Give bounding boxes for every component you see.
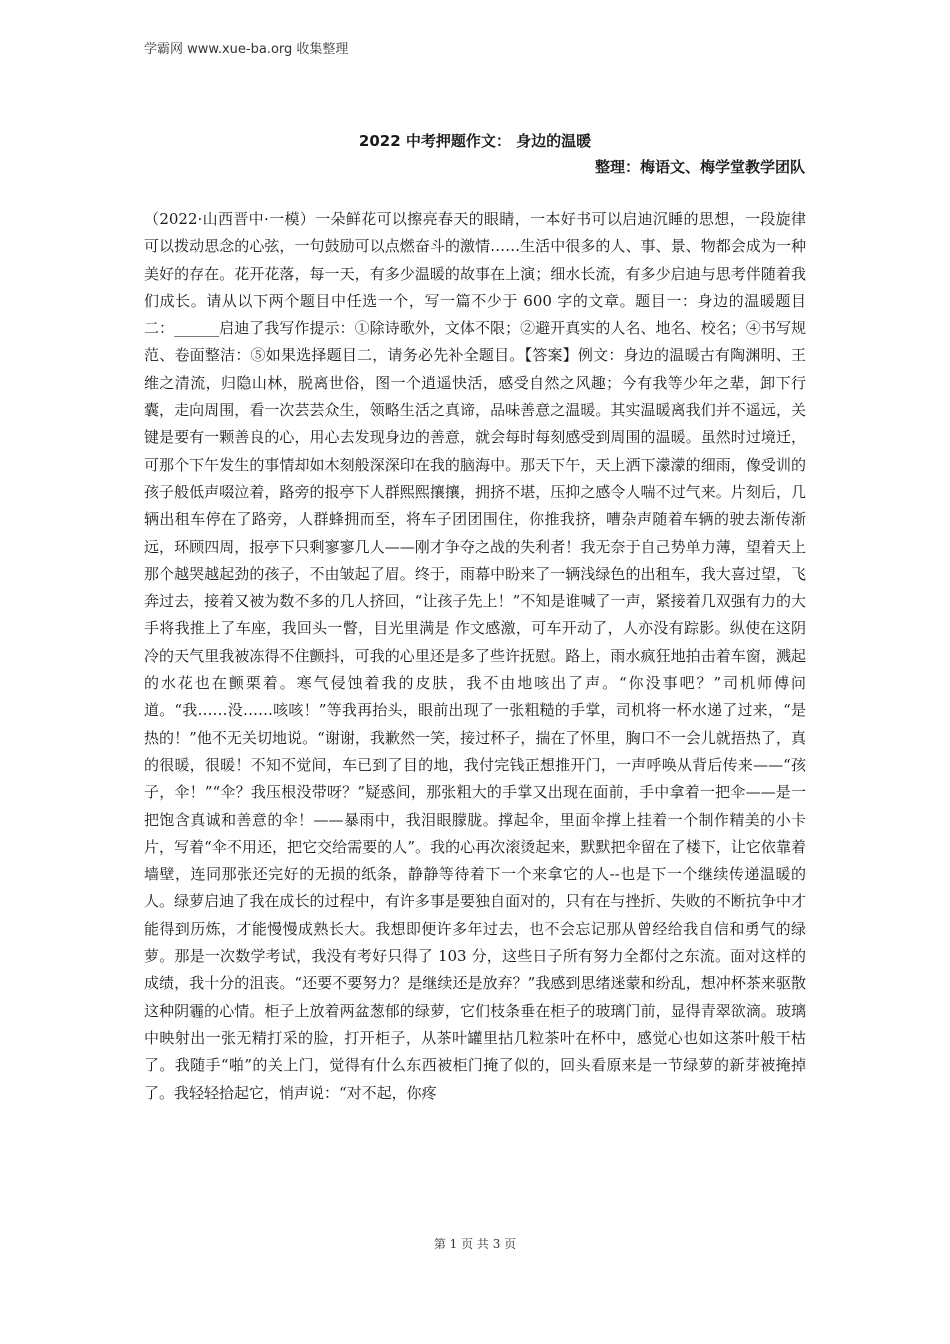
page-indicator: 第 1 页 共 3 页 [433,1237,517,1251]
source-note: 学霸网 www.xue-ba.org 收集整理 [144,42,349,57]
document-subtitle: 整理：梅语文、梅学堂教学团队 [594,158,805,176]
essay-body: （2022·山西晋中·一模）一朵鲜花可以擦亮春天的眼睛，一本好书可以启迪沉睡的思想，一段旋律可以拨动思念的心弦，一句鼓励可以点燃奋斗的激情……生活中很多的人、事、景、物都会成为一种美好的存在。花开花落，每一天，有多少温暖的故事在上演；细水长流，有多少启迪与思考伴随着我们成长。请从以下两个题目中任选一个，写一篇不少于 600 字的文章。题目一：身边的温暖题目二：______启迪了我写作提示：①除诗歌外，文体不限；②避开真实的人名、地名、校名；④书写规范、卷面整洁：⑤如果选择题目二，请务必先补全题目。【答案】例文：身边的温暖古有陶渊明、王维之清流，归隐山林，脱离世俗，图一个逍遥快活，感受自然之风趣；今有我等少年之辈，卸下行囊，走向周围，看一次芸芸众生，领略生活之真谛，品味善意之温暖。其实温暖离我们并不遥远，关键是要有一颗善良的心，用心去发现身边的善意，就会每时每刻感受到周围的温暖。虽然时过境迁，可那个下午发生的事情却如木刻般深深印在我的脑海中。那天下午，天上洒下濛濛的细雨，像受训的孩子般低声啜泣着，路旁的报亭下人群熙熙攘攘，拥挤不堪，压抑之感令人喘不过气来。片刻后，几辆出租车停在了路旁，人群蜂拥而至，将车子团团围住，你推我挤，嘈杂声随着车辆的驶去渐传渐远，环顾四周，报亭下只剩寥寥几人——刚才争夺之战的失利者！我无奈于自己势单力薄，望着天上那个越哭越起劲的孩子，不由皱起了眉。终于，雨幕中盼来了一辆浅绿色的出租车，我大喜过望，飞奔过去，接着又被为数不多的几人挤回，“让孩子先上！”不知是谁喊了一声，紧接着几双强有力的大手将我推上了车座，我回头一瞥，目光里满是 作文感激，可车开动了，人亦没有踪影。纵使在这阴冷的天气里我被冻得不住颤抖，可我的心里还是多了些许抚慰。路上，雨水疯狂地拍击着车窗，溅起的水花也在颤栗着。寒气侵蚀着我的皮肤，我不由地咳出了声。“你没事吧？”司机师傅问道。“我……没……咳咳！”等我再抬头，眼前出现了一张粗糙的手掌，司机将一杯水递了过来，“是热的！”他不无关切地说。“谢谢，我歉然一笑，接过杯子，揣在了怀里，胸口不一会儿就捂热了，真的很暖，很暖！不知不觉间，车已到了目的地，我付完钱正想推开门，一声呼唤从背后传来——“孩子，伞！”“伞？我压根没带呀？”疑惑间，那张粗大的手掌又出现在面前，手中拿着一把伞——是一把饱含真诚和善意的伞！——暴雨中，我泪眼朦胧。撑起伞，里面伞撑上挂着一个制作精美的小卡片，写着“伞不用还，把它交给需要的人”。我的心再次滚烫起来，默默把伞留在了楼下，让它依靠着墙壁，连同那张还完好的无损的纸条，静静等待着下一个来拿它的人--也是下一个继续传递温暖的人。绿萝启迪了我在成长的过程中，有许多事是要独自面对的，只有在与挫折、失败的不断抗争中才能得到历炼，才能慢慢成熟长大。我想即便许多年过去，也不会忘记那从曾经给我自信和勇气的绿萝。那是一次数学考试，我没有考好只得了 103 分，这些日子所有努力全都付之东流。面对这样的成绩，我十分的沮丧。“还要不要努力？是继续还是放弃？”我感到思绪迷蒙和纷乱，想冲杯茶来驱散这种阴霾的心情。柜子上放着两盆葱郁的绿萝，它们枝条垂在柜子的玻璃门前，显得青翠欲滴。玻璃中映射出一张无精打采的脸，打开柜子，从茶叶罐里拈几粒茶叶在杯中，感觉心也如这茶叶般干枯了。我随手“啪”的关上门，觉得有什么东西被柜门掩了似的，回头看原来是一节绿萝的新芽被掩掉了。我轻轻拾起它，悄声说：“对不起，你疼 [144,210,806,1102]
document-title: 2022 中考押题作文： 身边的温暖 [358,132,592,150]
